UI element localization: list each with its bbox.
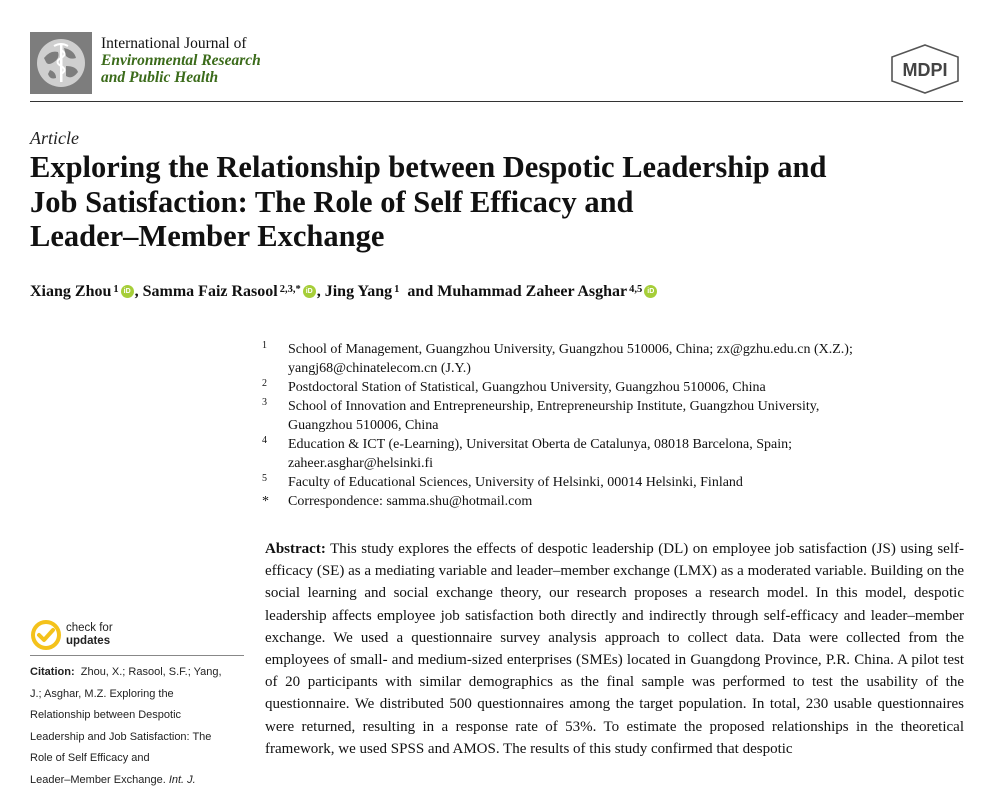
affiliation-number: 3 — [262, 397, 267, 408]
author-list — [30, 283, 658, 301]
check-updates-line1: check for — [66, 622, 113, 634]
author-name[interactable]: and Muhammad Zaheer Asghar — [407, 283, 628, 300]
citation-line: Leadership and Job Satisfaction: The — [30, 730, 212, 743]
affiliation-item — [262, 473, 962, 492]
correspondence-item — [262, 492, 962, 511]
article-type: Article — [30, 128, 79, 148]
journal-name[interactable] — [101, 35, 261, 86]
orcid-icon[interactable]: iD — [121, 285, 134, 298]
affiliation-line: yangj68@chinatelecom.cn (J.Y.) — [288, 361, 471, 376]
header-divider — [30, 101, 963, 102]
abstract — [265, 538, 964, 760]
orcid-icon[interactable]: iD — [644, 285, 657, 298]
check-for-updates-badge[interactable] — [31, 620, 113, 650]
journal-name-line1: International Journal of — [101, 35, 247, 52]
paper-title — [30, 150, 960, 254]
citation-line: Role of Self Efficacy and — [30, 752, 150, 764]
author-name[interactable]: Samma Faiz Rasool — [142, 283, 278, 300]
check-updates-line2: updates — [66, 635, 111, 647]
affiliation-line: Faculty of Educational Sciences, University of Helsinki, 00014 Helsinki, Finland — [288, 475, 743, 490]
affiliation-item — [262, 340, 962, 378]
author-affiliation-mark: 1 — [113, 283, 119, 295]
citation-line: Leader–Member Exchange. — [30, 773, 166, 786]
journal-logo — [30, 32, 92, 94]
author-separator: , — [134, 283, 139, 300]
title-line: Leader–Member Exchange — [30, 219, 385, 253]
affiliation-item — [262, 378, 962, 397]
mdpi-logo-icon — [888, 43, 962, 95]
affiliation-line: School of Innovation and Entrepreneurship, Entrepreneurship Institute, Guangzhou University, — [288, 399, 820, 414]
author-affiliation-mark: 1 — [394, 283, 400, 295]
citation-line: Zhou, X.; Rasool, S.F.; Yang, — [80, 666, 222, 678]
correspondence-mark: * — [262, 494, 269, 509]
affiliation-number: 1 — [262, 340, 267, 351]
check-updates-icon — [31, 620, 61, 650]
publisher-logo[interactable] — [888, 43, 962, 95]
publisher-name: MDPI — [902, 60, 948, 80]
journal-name-line2: Environmental Research — [101, 52, 261, 69]
affiliations — [262, 340, 962, 511]
affiliation-line: Postdoctoral Station of Statistical, Guangzhou University, Guangzhou 510006, China — [288, 380, 766, 395]
affiliation-line: Education & ICT (e-Learning), Universitat Oberta de Catalunya, 08018 Barcelona, Spain; — [288, 437, 792, 452]
author-affiliation-mark: 2,3,* — [279, 283, 301, 295]
citation-divider — [30, 655, 244, 656]
orcid-icon[interactable]: iD — [303, 285, 316, 298]
citation-line: Relationship between Despotic — [30, 709, 182, 721]
affiliation-line: Guangzhou 510006, China — [288, 418, 439, 433]
author-affiliation-mark: 4,5 — [629, 283, 643, 295]
author-name[interactable]: Jing Yang — [324, 283, 393, 300]
title-line: Exploring the Relationship between Despotic Leadership and — [30, 150, 827, 184]
affiliation-number: 2 — [262, 378, 267, 389]
journal-emblem-icon — [30, 32, 92, 94]
author-name[interactable]: Xiang Zhou — [30, 283, 112, 300]
author-separator: , — [316, 283, 321, 300]
citation-line: J.; Asghar, M.Z. Exploring the — [30, 687, 174, 700]
affiliation-item — [262, 397, 962, 435]
abstract-label: Abstract: — [265, 541, 326, 557]
journal-name-line3: and Public Health — [101, 69, 219, 86]
correspondence-line: Correspondence: samma.shu@hotmail.com — [288, 494, 533, 509]
citation-block — [30, 662, 244, 791]
citation-journal: Int. J. — [168, 773, 196, 786]
affiliation-line: zaheer.asghar@helsinki.fi — [288, 456, 434, 471]
affiliation-number: 4 — [262, 435, 267, 446]
abstract-text: This study explores the effects of despotic leadership (DL) on employee job satisfaction (JS) using self-efficacy (SE) as a mediating variable and leader–member exchange (LMX) as a moderated variable. Building on the social learning and social exchange theory, our research proposes a research model. In this model, despotic leadership affects employee job satisfaction both directly and indirectly through self-efficacy and leader–member exchange. We used a questionnaire survey analysis approach to collect data. Data were collected from the employees of small- and medium-sized enterprises (SMEs) located in Guangdong Province, P.R. China. A pilot test of 20 participants with similar demographics as the final sample was performed to test the usability of the questionnaire. We distributed 500 questionnaires among the target population. In total, 230 usable questionnaires were returned, resulting in a response rate of 53%. To estimate the proposed relationships in the theoretical framework, we used SPSS and AMOS. The results of this study confirmed that despotic — [265, 541, 964, 757]
citation-label: Citation: — [30, 666, 75, 678]
title-line: Job Satisfaction: The Role of Self Efficacy and — [30, 184, 634, 219]
affiliation-line: School of Management, Guangzhou University, Guangzhou 510006, China; zx@gzhu.edu.cn (X.Z.); — [288, 342, 853, 357]
affiliation-number: 5 — [262, 473, 267, 484]
affiliation-item — [262, 435, 962, 473]
